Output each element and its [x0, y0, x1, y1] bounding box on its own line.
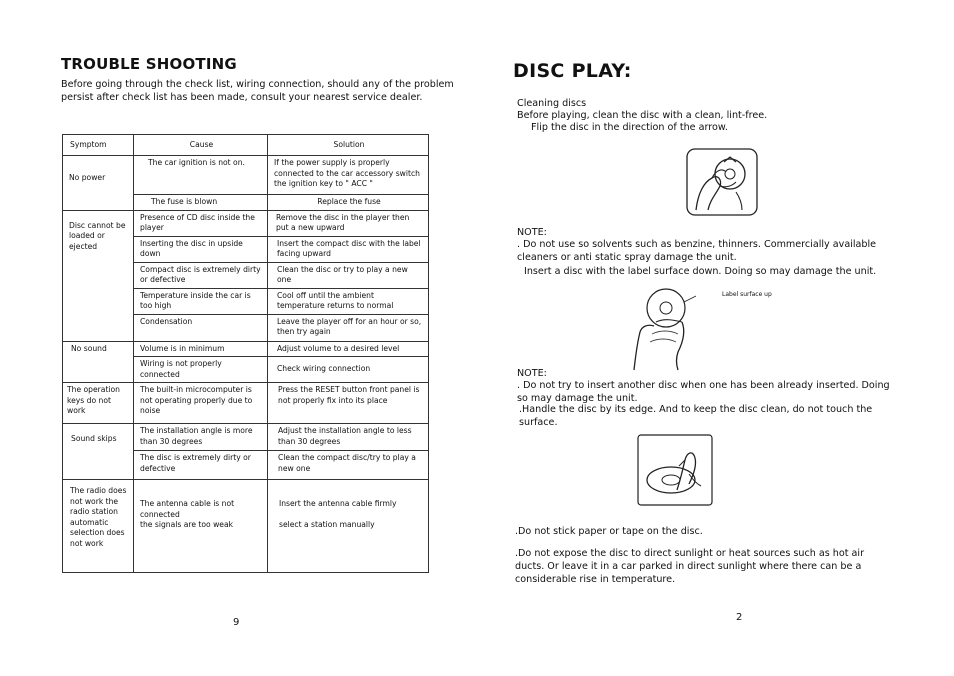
cleaning-heading: Cleaning discs — [517, 98, 587, 109]
solution-cell: Remove the disc in the player then put a new upward — [268, 210, 429, 236]
table-row — [63, 424, 429, 451]
solution-cell: Adjust volume to a desired level — [268, 341, 429, 357]
symptom-cell: The operation keys do not work — [63, 383, 134, 424]
cause-cell: Temperature inside the car is too high — [134, 288, 268, 314]
table-row — [63, 156, 429, 195]
solution-cell: Adjust the installation angle to less than 30 degrees — [268, 424, 429, 451]
cause-cell: Presence of CD disc inside the player — [134, 210, 268, 236]
table-header-row — [63, 135, 429, 156]
cleaning-line: Flip the disc in the direction of the arrow. — [531, 122, 728, 133]
cause-line: The antenna cable is not connected — [140, 499, 235, 519]
symptom-cell: Disc cannot be loaded or ejected — [63, 210, 134, 341]
cause-cell: The disc is extremely dirty or defective — [134, 451, 268, 480]
intro-paragraph: Before going through the check list, wiring connection, should any of the problem persist after check list has been made, consult your nearest service dealer. — [61, 79, 454, 103]
cause-cell: The built-in microcomputer is not operating properly due to noise — [134, 383, 268, 424]
header-solution: Solution — [268, 135, 429, 156]
symptom-cell: Sound skips — [63, 424, 134, 480]
label-annotation: Label surface up — [722, 291, 772, 298]
solution-cell: If the power supply is properly connected to the car accessory switch the ignition key to " ACC " — [268, 156, 429, 195]
note-label: NOTE: — [517, 227, 547, 238]
solution-cell: Leave the player off for an hour or so, then try again — [268, 314, 429, 341]
cause-cell: Volume is in minimum — [134, 341, 268, 357]
note-label: NOTE: — [517, 368, 547, 379]
solution-cell: Replace the fuse — [268, 195, 429, 211]
cause-cell: Compact disc is extremely dirty or defective — [134, 262, 268, 288]
tip-text: .Do not expose the disc to direct sunlight or heat sources such as hot air ducts. Or leave it in a car parked in direct sunlight where there can be a considerable rise in temperature. — [515, 548, 865, 585]
cause-cell: The car ignition is not on. — [134, 156, 268, 195]
table-row — [63, 341, 429, 357]
solution-cell: Clean the compact disc/try to play a new one — [268, 451, 429, 480]
table-row — [63, 383, 429, 424]
table-row — [63, 210, 429, 236]
solution-line: select a station manually — [279, 519, 375, 529]
solution-cell — [268, 480, 429, 573]
header-cause: Cause — [134, 135, 268, 156]
cleaning-line: Before playing, clean the disc with a clean, lint-free. — [517, 110, 768, 121]
cause-cell — [134, 480, 268, 573]
page-title: TROUBLE SHOOTING — [61, 55, 237, 73]
note-text: Insert a disc with the label surface down. Doing so may damage the unit. — [524, 266, 877, 277]
page-title: DISC PLAY: — [513, 60, 632, 82]
solution-cell: Insert the compact disc with the label facing upward — [268, 236, 429, 262]
symptom-cell: No power — [63, 156, 134, 211]
solution-cell: Press the RESET button front panel is not properly fix into its place — [268, 383, 429, 424]
troubleshooting-table — [62, 134, 429, 573]
note-text: . Do not use so solvents such as benzine, thinners. Commercially available cleaners or anti static spray damage the unit. — [517, 239, 877, 263]
cause-cell: Condensation — [134, 314, 268, 341]
solution-cell: Cool off until the ambient temperature returns to normal — [268, 288, 429, 314]
symptom-cell: No sound — [63, 341, 134, 383]
table-row — [63, 480, 429, 573]
cause-cell: The installation angle is more than 30 degrees — [134, 424, 268, 451]
hand-holding-disc-illustration — [626, 286, 698, 372]
page-number: 9 — [233, 617, 240, 628]
solution-line: Insert the antenna cable firmly — [279, 499, 397, 508]
cause-cell: Wiring is not properly connected — [134, 357, 268, 383]
note-text: .Handle the disc by its edge. And to keep the disc clean, do not touch the surface. — [519, 404, 873, 428]
note-text: . Do not try to insert another disc when one has been already inserted. Doing so may damage the unit. — [517, 380, 890, 404]
cause-cell: Inserting the disc in upside down — [134, 236, 268, 262]
symptom-cell: The radio does not work the radio station automatic selection does not work — [63, 480, 134, 573]
tip-text: .Do not stick paper or tape on the disc. — [515, 526, 703, 537]
disc-cleaning-illustration — [686, 148, 758, 216]
cause-cell: The fuse is blown — [134, 195, 268, 211]
header-symptom: Symptom — [63, 135, 134, 156]
page-number: 2 — [736, 612, 743, 623]
cause-line: the signals are too weak — [140, 520, 234, 529]
solution-cell: Check wiring connection — [268, 357, 429, 383]
solution-cell: Clean the disc or try to play a new one — [268, 262, 429, 288]
disc-handling-illustration — [637, 434, 713, 506]
